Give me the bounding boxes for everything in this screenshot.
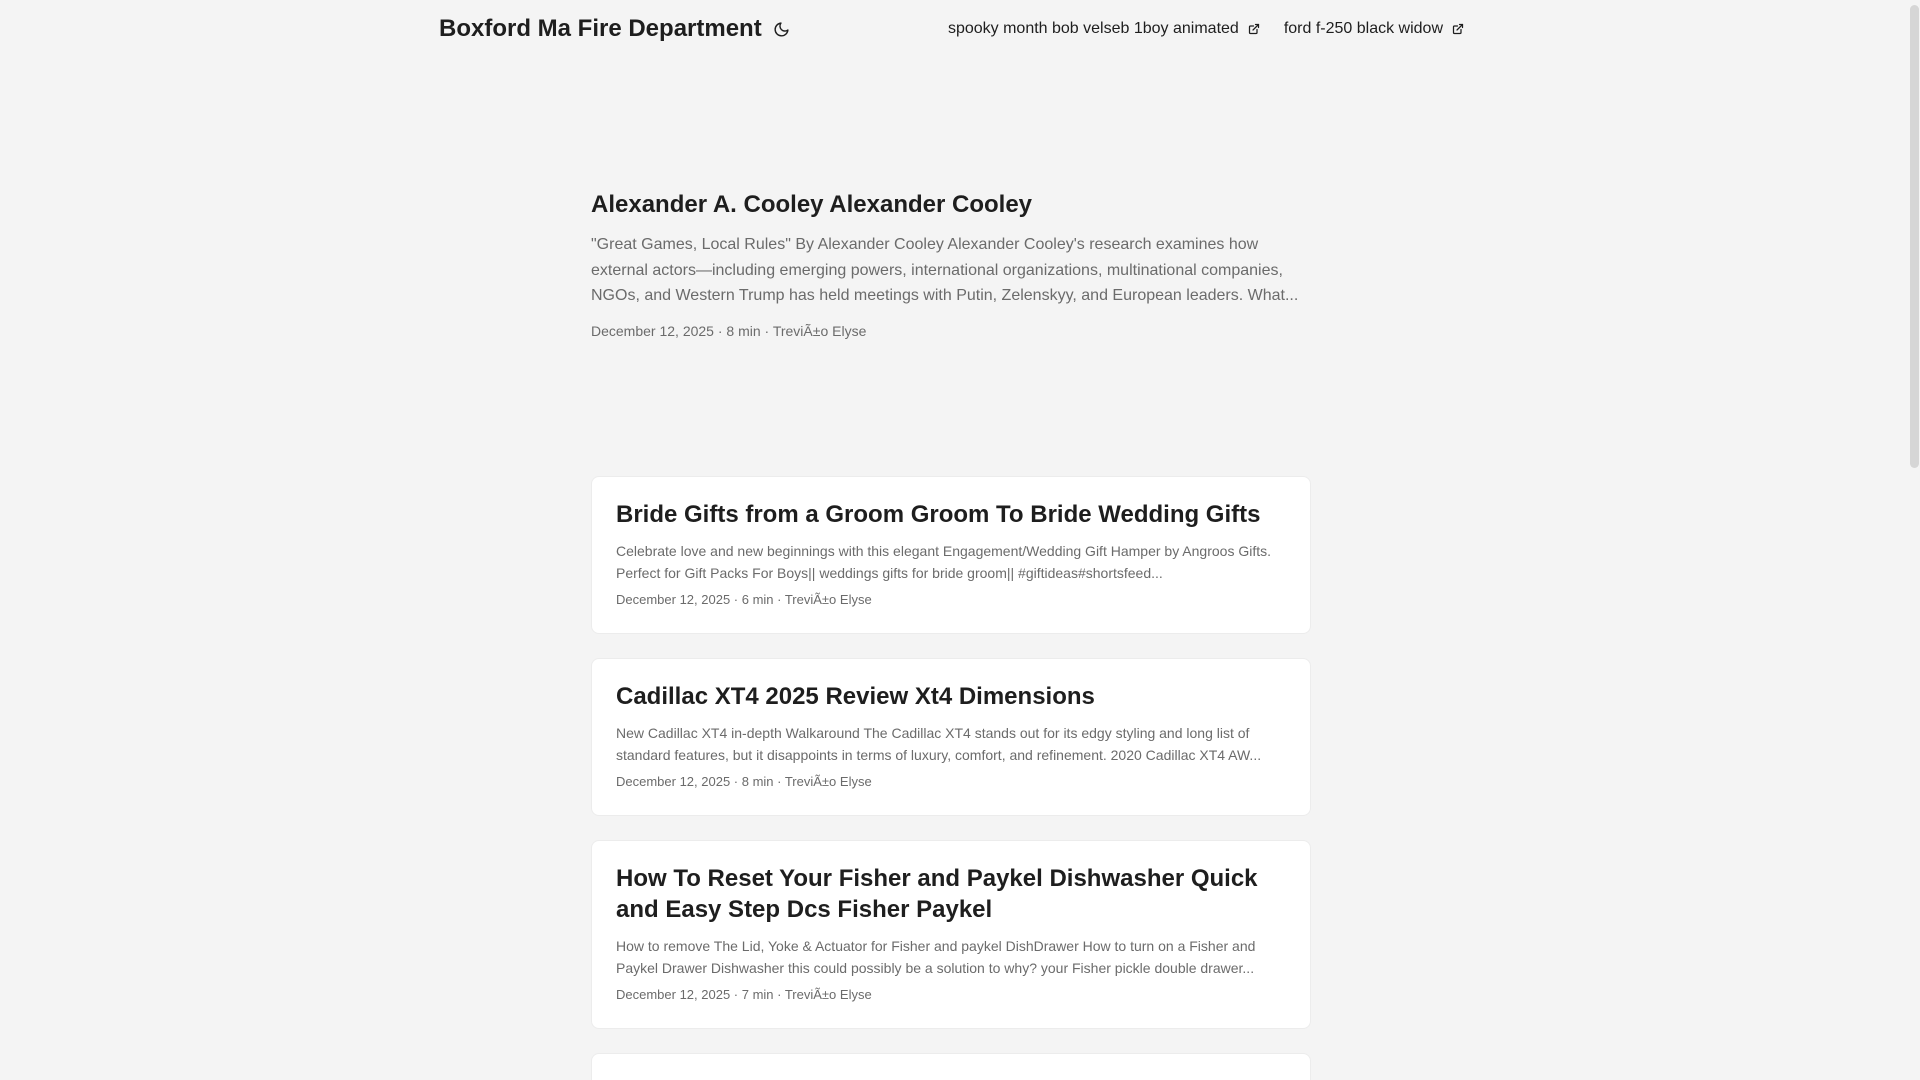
theme-toggle-button[interactable] [772,19,792,39]
post-summary: Celebrate love and new beginnings with this elegant Engagement/Wedding Gift Hamper by Angroos Gifts. Perfect for Gift Packs For Boys|| weddings gifts for bride groom|| #giftideas#shortsfeed... [616,543,1272,581]
first-entry[interactable] [591,190,1311,341]
post-meta: December 12, 2025 · 7 min · TreviÃ±o Elyse [616,987,872,1002]
post-meta: December 12, 2025 · 8 min · TreviÃ±o Elyse [616,774,872,789]
scrollbar-thumb[interactable] [1910,5,1919,468]
post-card[interactable] [591,840,1311,1029]
main-menu [948,18,1464,40]
page-scrollbar[interactable] [1904,0,1920,1080]
entry-meta: December 12, 2025 · 8 min · TreviÃ±o Elyse [591,322,867,339]
post-title: How To Reset Your Fisher and Paykel Dishwasher Quick and Easy Step Dcs Fisher Paykel [616,865,1258,923]
entry-summary: "Great Games, Local Rules" By Alexander Cooley Alexander Cooley's research examines how external actors—including emerging powers, international organizations, multinational companies, NGOs, and Western Trump has held meetings with Putin, Zelenskyy, and European leaders. What... [591,236,1299,304]
post-summary: New Cadillac XT4 in-depth Walkaround The Cadillac XT4 stands out for its edgy styling and long list of standard features, but it disappoints in terms of luxury, comfort, and refinement. 2020 Cadillac XT4 AW... [616,725,1262,763]
post-card[interactable] [591,658,1311,816]
nav-link-ford-f250[interactable] [1284,18,1464,40]
nav-link-spooky-month[interactable] [948,18,1260,40]
post-card[interactable] [591,476,1311,634]
nav-link-label: ford f-250 black widow [1283,20,1443,37]
logo-switch [439,14,792,44]
site-title-link[interactable]: Boxford Ma Fire Department [439,15,762,42]
post-summary: How to remove The Lid, Yoke & Actuator for Fisher and paykel DishDrawer How to turn on a Fisher and Paykel Drawer Dishwasher this could possibly be a solution to why? your Fisher pickle double drawer... [616,938,1256,976]
post-list [591,476,1311,1080]
nav-link-label: spooky month bob velseb 1boy animated [947,20,1239,37]
site-header [0,0,1904,60]
moon-icon [773,21,790,38]
external-link-icon [1248,23,1260,35]
post-card[interactable] [591,1053,1311,1080]
external-link-icon [1452,23,1464,35]
post-title: Bride Gifts from a Groom Groom To Bride Wedding Gifts [616,501,1261,528]
entry-title: Alexander A. Cooley Alexander Cooley [591,191,1033,218]
post-meta: December 12, 2025 · 6 min · TreviÃ±o Elyse [616,592,872,607]
post-title: Cadillac XT4 2025 Review Xt4 Dimensions [616,683,1095,710]
